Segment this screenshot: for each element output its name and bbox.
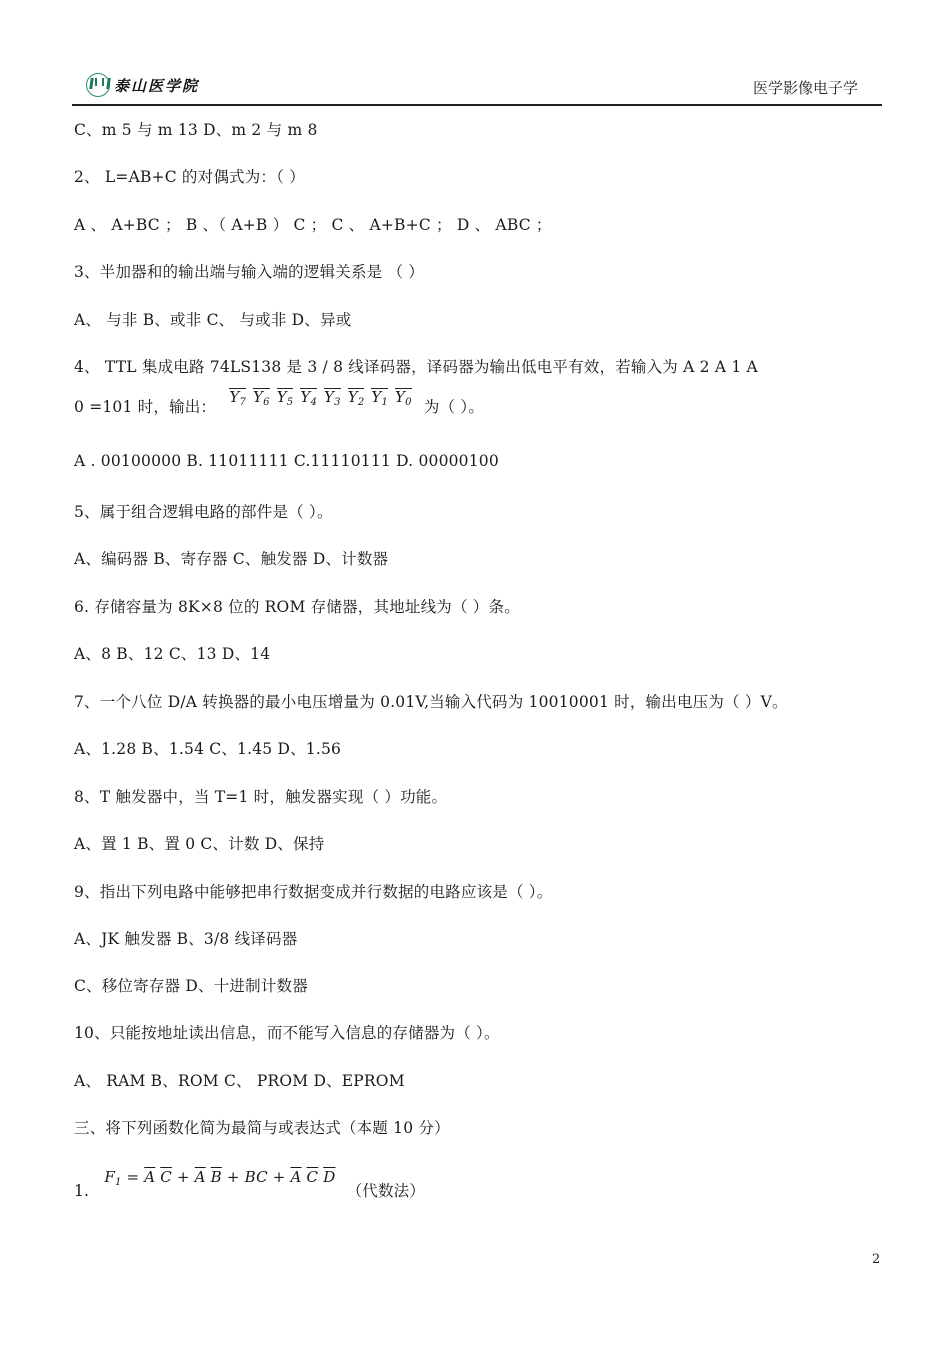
- question-8-options: A、置 1 B、置 0 C、计数 D、保持: [74, 835, 325, 853]
- question-5-options: A、编码器 B、寄存器 C、触发器 D、计数器: [74, 550, 389, 568]
- output-y4: $Y_4$: [300, 388, 318, 408]
- formula-method: （代数法）: [346, 1182, 426, 1200]
- page-header: [72, 64, 882, 106]
- question-2: 2、 L=AB+C 的对偶式为：（ ）: [74, 168, 305, 186]
- question-4-line-2: [74, 388, 484, 417]
- question-4: 4、 TTL 集成电路 74LS138 是 3 / 8 线译码器，译码器为输出低电平有效，若输入为 A 2 A 1 A: [74, 358, 758, 376]
- section-3-heading: 三、将下列函数化简为最简与或表达式（本题 10 分）: [74, 1119, 450, 1137]
- output-y1: $Y_1$: [371, 388, 389, 408]
- text-line: C、m 5 与 m 13 D、m 2 与 m 8: [74, 121, 318, 139]
- question-3: 3、半加器和的输出端与输入端的逻辑关系是 （ ）: [74, 263, 425, 281]
- formula-number: 1.: [74, 1182, 90, 1200]
- question-10-options: A、 RAM B、ROM C、 PROM D、EPROM: [74, 1072, 405, 1090]
- question-3-options: A、 与非 B、或非 C、 与或非 D、异或: [74, 311, 352, 329]
- page-number: 2: [872, 1252, 881, 1267]
- school-logo: [86, 70, 199, 100]
- output-y0: $Y_0$: [395, 388, 412, 408]
- q4-outputs: [229, 388, 418, 410]
- question-9: 9、指出下列电路中能够把串行数据变成并行数据的电路应该是（ ）。: [74, 883, 553, 901]
- formula-line: [74, 1168, 425, 1201]
- question-10: 10、只能按地址读出信息，而不能写入信息的存储器为（ ）。: [74, 1024, 500, 1042]
- output-y2: $Y_2$: [347, 388, 365, 408]
- question-2-options: A 、 A+BC ； B 、（ A+B ） C ； C 、 A+B+C ； D 、 ABC ；: [74, 216, 552, 234]
- question-7-options: A、1.28 B、1.54 C、1.45 D、1.56: [74, 740, 342, 758]
- school-emblem-icon: [86, 73, 110, 97]
- course-title: 医学影像电子学: [752, 79, 858, 97]
- q4-suffix: 为（ ）。: [423, 398, 485, 416]
- question-9-options-c: C、移位寄存器 D、十进制计数器: [74, 977, 308, 995]
- question-7: 7、一个八位 D/A 转换器的最小电压增量为 0.01V,当输入代码为 10010001 时，输出电压为（ ）V。: [74, 693, 788, 711]
- question-5: 5、属于组合逻辑电路的部件是（ ）。: [74, 503, 333, 521]
- question-8: 8、T 触发器中，当 T=1 时，触发器实现（ ）功能。: [74, 788, 448, 806]
- output-y5: $Y_5$: [276, 388, 294, 408]
- school-name: 泰山医学院: [114, 76, 200, 95]
- output-y3: $Y_3$: [324, 388, 341, 408]
- output-y7: $Y_7$: [229, 388, 247, 408]
- question-6: 6. 存储容量为 8K×8 位的 ROM 存储器，其地址线为（ ）条。: [74, 598, 520, 616]
- q4-prefix: 0 =101 时，输出：: [74, 398, 217, 416]
- question-9-options-a: A、JK 触发器 B、3/8 线译码器: [74, 930, 298, 948]
- formula-expression: $F_1 = \overline{A}$ $\overline{C} + \overline{A}$ $\overline{B}$ + BC + $\overline{A}$ $\overline{C}$ $\overline{D}$: [104, 1168, 336, 1188]
- question-6-options: A、8 B、12 C、13 D、14: [74, 645, 271, 663]
- question-4-options: A . 00100000 B. 11011111 C.11110111 D. 00000100: [74, 452, 499, 470]
- output-y6: $Y_6$: [253, 388, 270, 408]
